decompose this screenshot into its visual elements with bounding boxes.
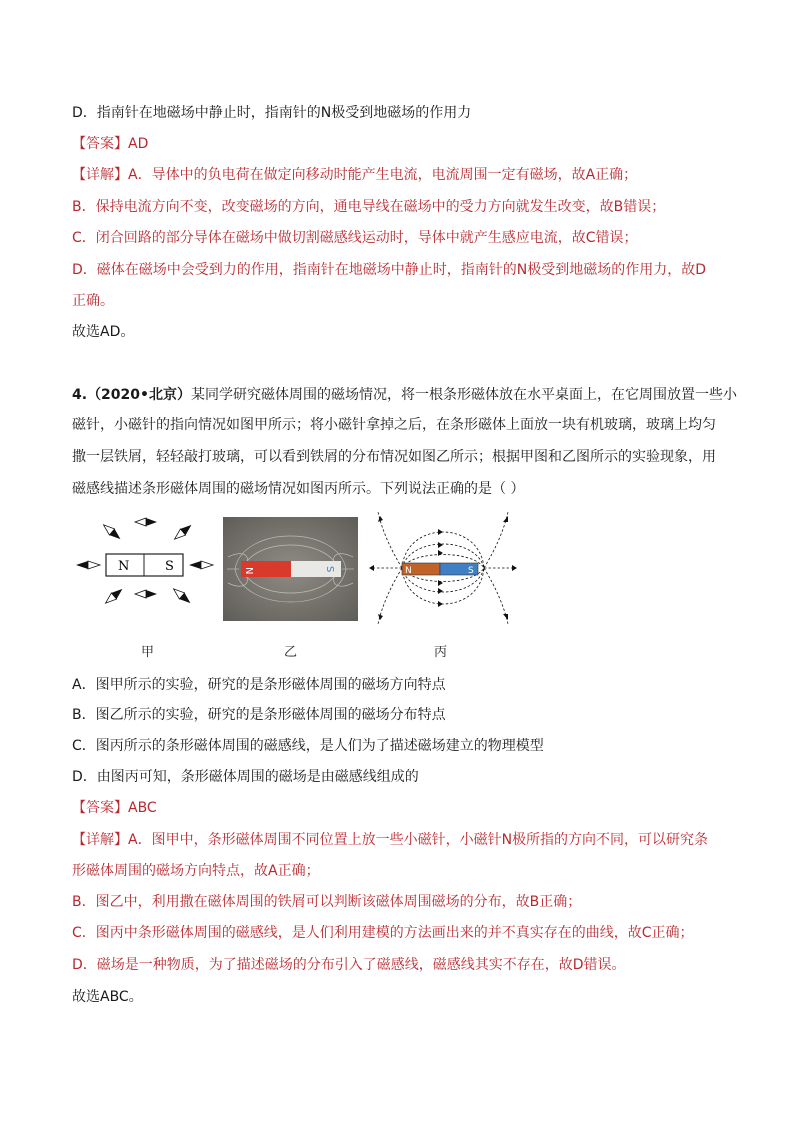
detail-tag: 【详解】	[72, 167, 128, 183]
answer-value: ABC	[128, 800, 157, 816]
figure-yi-label: 乙	[284, 645, 298, 660]
q3-detail-d2: 正确。	[72, 293, 114, 309]
compass-needle-bottom-mid	[135, 590, 157, 598]
detail-a-text: A．导体中的负电荷在做定向移动时能产生电流，电流周围一定有磁场，故A正确；	[128, 167, 638, 183]
detail-tag: 【详解】	[72, 832, 128, 848]
compass-needle-right	[189, 561, 213, 569]
q4-stem-line1	[72, 385, 737, 405]
q3-option-d: D．指南针在地磁场中静止时，指南针的N极受到地磁场的作用力	[72, 105, 472, 121]
q4-stem-line3: 撒一层铁屑，轻轻敲打玻璃，可以看到铁屑的分布情况如图乙所示；根据甲图和乙图所示的实验现象，用	[72, 449, 716, 465]
figure-jia	[70, 510, 220, 620]
q3-answer-line	[72, 134, 148, 154]
q4-detail-a2: 形磁体周围的磁场方向特点，故A正确；	[72, 863, 320, 879]
q4-option-b: B．图乙所示的实验，研究的是条形磁体周围的磁场分布特点	[72, 707, 446, 723]
q4-source: （2020•北京）	[87, 387, 191, 403]
magnet-s-label: S	[468, 566, 474, 576]
q4-option-a: A．图甲所示的实验，研究的是条形磁体周围的磁场方向特点	[72, 677, 446, 693]
q4-option-c: C．图丙所示的条形磁体周围的磁感线，是人们为了描述磁场建立的物理模型	[72, 738, 544, 754]
figure-bing	[368, 508, 518, 626]
detail-a1-text: A．图甲中，条形磁体周围不同位置上放一些小磁针，小磁针N极所指的方向不同，可以研究条	[128, 832, 709, 848]
q4-detail-b: B．图乙中，利用撒在磁体周围的铁屑可以判断该磁体周围磁场的分布，故B正确；	[72, 894, 582, 910]
q3-conclusion: 故选AD。	[72, 324, 135, 340]
compass-needle-top-left	[101, 522, 123, 542]
magnet-s-label: S	[165, 559, 174, 574]
svg-text:S: S	[324, 566, 335, 573]
compass-needle-top-mid	[135, 518, 157, 526]
q4-stem-line2: 磁针，小磁针的指向情况如图甲所示；将小磁针拿掉之后，在条形磁体上面放一块有机玻璃，玻璃上均匀	[72, 417, 716, 433]
compass-needle-top-right	[172, 522, 194, 542]
figure-yi	[223, 517, 358, 621]
q3-detail-c: C．闭合回路的部分导体在磁场中做切割磁感线运动时，导体中就产生感应电流，故C错误；	[72, 230, 638, 246]
answer-tag: 【答案】	[72, 800, 128, 816]
q3-detail-d1: D．磁体在磁场中会受到力的作用，指南针在地磁场中静止时，指南针的N极受到地磁场的作用力，故D	[72, 262, 707, 278]
q4-option-d: D．由图丙可知，条形磁体周围的磁场是由磁感线组成的	[72, 769, 419, 785]
q4-detail-a1	[72, 830, 708, 850]
compass-needle-bottom-right	[171, 586, 193, 606]
q3-detail-a	[72, 165, 637, 185]
q4-conclusion: 故选ABC。	[72, 989, 143, 1005]
q4-detail-c: C．图丙中条形磁体周围的磁感线，是人们利用建模的方法画出来的并不真实存在的曲线，故C正确；	[72, 925, 694, 941]
magnet-n-label: N	[118, 559, 130, 574]
answer-tag: 【答案】	[72, 136, 128, 152]
magnet-n-label: N	[405, 566, 412, 576]
figure-jia-label: 甲	[141, 645, 155, 660]
q4-answer-line	[72, 798, 157, 818]
q3-detail-b: B．保持电流方向不变，改变磁场的方向，通电导线在磁场中的受力方向就发生改变，故B错误；	[72, 199, 666, 215]
q4-detail-d: D．磁场是一种物质，为了描述磁场的分布引入了磁感线，磁感线其实不存在，故D错误。	[72, 957, 626, 973]
answer-value: AD	[128, 136, 149, 152]
figure-bing-label: 丙	[434, 645, 448, 660]
compass-needle-bottom-left	[103, 586, 125, 606]
compass-needle-left	[76, 561, 100, 569]
svg-text:N: N	[243, 567, 254, 575]
q4-stem-line4: 磁感线描述条形磁体周围的磁场情况如图丙所示。下列说法正确的是（ ）	[72, 481, 525, 497]
q4-stem1: 某同学研究磁体周围的磁场情况，将一根条形磁体放在水平桌面上，在它周围放置一些小	[190, 387, 737, 403]
q4-number: 4.	[72, 387, 88, 403]
